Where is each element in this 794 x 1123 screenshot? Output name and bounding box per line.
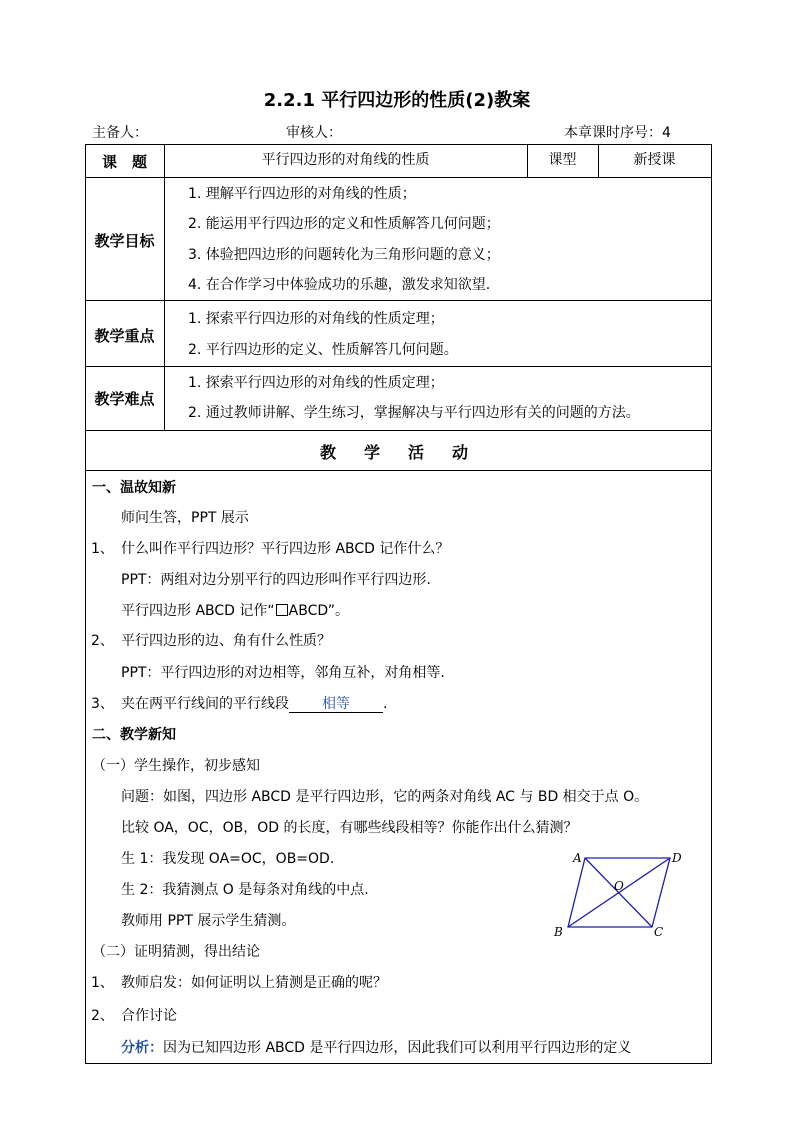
reviewer-label: 审核人： [286, 125, 342, 141]
goal-item: 2. 能运用平行四边形的定义和性质解答几何问题； [188, 216, 500, 232]
analysis-label: 分析： [121, 1040, 163, 1056]
question-number: 1、 [91, 541, 114, 557]
section-heading: 二、教学新知 [92, 727, 176, 743]
parallelogram-figure [548, 848, 688, 940]
answer-prefix: 平行四边形 ABCD 记作“ [121, 603, 275, 619]
activity-title: 教学活动 [320, 443, 497, 462]
goal-item: 4. 在合作学习中体验成功的乐趣，激发求知欲望. [188, 277, 491, 293]
preparer-label: 主备人： [92, 125, 148, 141]
question-suffix: . [383, 696, 388, 712]
goal-item: 1. 理解平行四边形的对角线的性质； [188, 186, 416, 202]
parallelogram-box-icon [276, 604, 288, 616]
section-intro: 师问生答，PPT 展示 [121, 510, 249, 526]
problem-text: 问题：如图，四边形 ABCD 是平行四边形，它的两条对角线 AC 与 BD 相交于点 O。 [121, 789, 649, 805]
analysis-body: 因为已知四边形 ABCD 是平行四边形，因此我们可以利用平行四边形的定义 [163, 1040, 632, 1056]
answer-text [121, 603, 349, 619]
question-prefix: 夹在两平行线间的平行线段 [121, 696, 289, 712]
key-label: 教学重点 [94, 327, 155, 345]
analysis-text [121, 1040, 631, 1056]
answer-text: PPT：平行四边形的对边相等，邻角互补，对角相等. [121, 665, 445, 681]
page-title: 2.2.1 平行四边形的性质(2)教案 [263, 90, 531, 111]
vertex-label-a: A [573, 851, 582, 865]
question-text: 合作讨论 [121, 1008, 177, 1024]
difficult-item: 2. 通过教师讲解、学生练习，掌握解决与平行四边形有关的问题的方法。 [188, 405, 640, 421]
student-response: 生 2：我猜测点 O 是每条对角线的中点. [121, 882, 369, 898]
answer-suffix: ABCD”。 [288, 603, 350, 619]
sub-heading: （一）学生操作，初步感知 [92, 758, 260, 774]
question-number: 2、 [91, 633, 114, 649]
question-text: 什么叫作平行四边形？平行四边形 ABCD 记作什么？ [121, 541, 450, 557]
question-text: 平行四边形的边、角有什么性质？ [121, 633, 331, 649]
topic-value: 平行四边形的对角线的性质 [261, 152, 430, 168]
goals-label: 教学目标 [94, 232, 155, 250]
vertex-label-d: D [672, 851, 682, 865]
difficult-label: 教学难点 [94, 390, 155, 408]
vertex-label-b: B [554, 925, 563, 939]
question-number: 2、 [91, 1008, 114, 1024]
question-number: 3、 [91, 696, 114, 712]
question-number: 1、 [91, 975, 114, 991]
section-heading: 一、温故知新 [92, 480, 176, 496]
problem-text: 比较 OA，OC，OB，OD 的长度，有哪些线段相等？你能作出什么猜测？ [121, 820, 578, 836]
student-response: 生 1：我发现 OA=OC，OB=OD. [121, 851, 335, 867]
center-label-o: O [614, 879, 624, 893]
answer-text: PPT：两组对边分别平行的四边形叫作平行四边形. [121, 572, 431, 588]
fill-in-answer: 相等 [289, 696, 383, 713]
vertex-label-c: C [654, 925, 664, 939]
goal-item: 3. 体验把四边形的问题转化为三角形问题的意义； [188, 247, 500, 263]
question-text: 教师启发：如何证明以上猜测是正确的呢？ [121, 975, 387, 991]
difficult-item: 1. 探索平行四边形的对角线的性质定理； [188, 375, 444, 391]
type-label: 课型 [548, 152, 577, 168]
key-item: 2. 平行四边形的定义、性质解答几何问题。 [188, 342, 458, 358]
key-item: 1. 探索平行四边形的对角线的性质定理； [188, 311, 444, 327]
sub-heading: （二）证明猜测，得出结论 [92, 944, 260, 960]
type-value: 新授课 [633, 152, 676, 168]
topic-label: 课 题 [101, 153, 147, 171]
lesson-number: 本章课时序号：4 [564, 125, 671, 141]
teacher-note: 教师用 PPT 展示学生猜测。 [121, 913, 296, 929]
question-text [121, 696, 387, 713]
